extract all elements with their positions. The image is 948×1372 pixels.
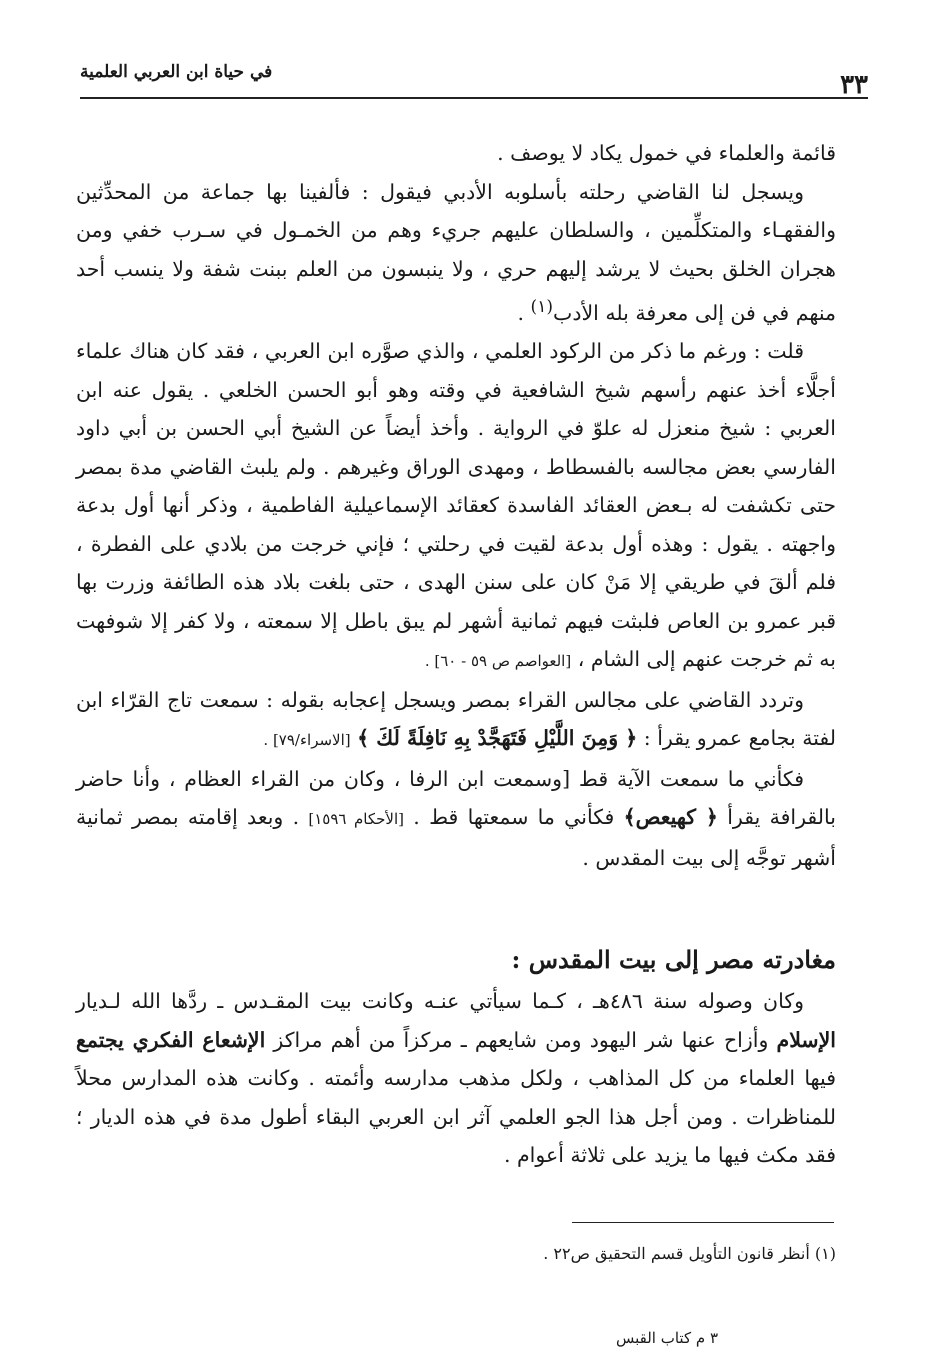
section-text <box>76 982 836 1175</box>
reference-awasim: [العواصم ص ٥٩ - ٦٠] . <box>424 652 572 671</box>
signature-mark: ٣ م كتاب القبس <box>616 1329 718 1347</box>
running-title: في حياة ابن العربي العلمية <box>80 62 273 82</box>
section-p1-start: وكان وصوله سنة ٤٨٦هـ ، كـما سيأتي عنـه وكانت بيت المقـدس ـ ردَّها الله لـديار <box>76 989 804 1013</box>
paragraph-4 <box>76 681 836 760</box>
paragraph-4-text: وتردد القاضي على مجالس القراء بمصر ويسجل إعجابه بقوله : سمعت تاج القرّاء ابن لفتة بجامع عمرو يقرأ : <box>76 687 836 751</box>
paragraph-2-text: ويسجل لنا القاضي رحلته بأسلوبه الأدبي فيقول : فألفينا بها جماعة من المحدِّثين والفقهـاء والمتكلِّمين ، والسلطان عليهم جريء وهم من الخمـول في سـرب خفي ومن هجران الخلق بحيث لا يرشد إليهم حري ، ولا ينبسون من العلم ببنت شفة ولا ينسب أحد منهم في فن إلى معرفة بله الأدب <box>76 179 836 325</box>
paragraph-3 <box>76 332 836 681</box>
section-paragraph <box>76 982 836 1175</box>
header-rule <box>80 97 868 99</box>
section-p1-strong-2: الإشعاع الفكري يجتمع <box>76 1027 266 1052</box>
paragraph-5-end: . وبعد إقامته بمصر ثمانية أشهر توجَّه إلى بيت المقدس . <box>76 805 836 870</box>
quran-verse-1: ﴿ وَمِنَ اللَّيْلِ فَتَهَجَّدْ بِهِ نَافِلَةً لَكَ ﴾ <box>357 726 638 751</box>
page-number: ٣٣ <box>840 70 868 100</box>
reference-isra: [الاسراء/٧٩] . <box>263 731 351 750</box>
section-p1-mid: وأزاح عنها شر اليهود ومن شايعهم ـ مركزاً من أهم مراكز <box>265 1027 777 1052</box>
paragraph-3-text: قلت : ورغم ما ذكر من الركود العلمي ، والذي صوَّره ابن العربي ، فقد كان هناك علماء أجلَّاء أخذ عنهم رأسهم شيخ الشافعية في وقته وهو أبو الحسن الخلعي . يقول عنه ابن العربي : شيخ منعزل له علوّ في الرواية . وأخذ أيضاً عن الشيخ أبي الحسن بن أبي داود الفارسي بعض مجالسه بالفسطاط ، ومهدى الوراق وغيرهم . ولم يلبث القاضي مدة بمصر حتى تكشفت له بـعض العقائد الفاسدة كعقائد الإسماعيلية الفاطمية ، وذكر أنها أول بدعة واجهته . يقول : وهذه أول بدعة لقيت في رحلتي ؛ فإني خرجت من بلادي على الفطرة ، فلم ألقَ في طريقي إلا مَنْ كان على سنن الهدى ، حتى بلغت بلاد هذه الطائفة وزرت بها قبر عمرو بن العاص فلبثت فيهم ثمانية أشهر لم يبق باطل إلا سمعته ، ولا كفر إلا شوفهت به ثم خرجت عنهم إلى الشام ، <box>76 339 836 672</box>
main-text <box>76 134 836 877</box>
footnote: (١) أنظر قانون التأويل قسم التحقيق ص٢٢ . <box>543 1244 836 1263</box>
footnote-marker: (١) <box>530 297 554 317</box>
paragraph-5 <box>76 760 836 878</box>
quran-verse-2: ﴿ كهيعص﴾ <box>623 805 718 830</box>
paragraph-1: قائمة والعلماء في خمول يكاد لا يوصف . <box>497 141 836 165</box>
paragraph-5-cont: فكأني ما سمعتها قط . <box>413 805 615 830</box>
section-heading: مغادرته مصر إلى بيت المقدس : <box>511 945 836 974</box>
section-p1-end: فيها العلماء من كل المذاهب ، ولكل مذهب مدارسه وأئمته . وكانت هذه المدارس محلاً للمناظرات . ومن أجل هذا الجو العلمي آثر ابن العربي البقاء أطول مدة في هذه الديار ؛ فقد مكث فيها ما يزيد على ثلاثة أعوام . <box>76 1066 836 1167</box>
paragraph-2 <box>76 173 836 333</box>
running-head <box>80 60 868 100</box>
reference-ahkam: [الأحكام ١٥٩٦] <box>308 810 404 829</box>
paragraph-5-text: فكأني ما سمعت الآية قط [وسمعت ابن الرفا ، وكان من القراء العظام ، وأنا حاضر بالقرافة يقرأ <box>76 766 836 830</box>
section-p1-strong: الإسلام <box>776 1027 836 1052</box>
paragraph-2-end: . <box>517 300 531 325</box>
footnote-rule <box>572 1222 834 1223</box>
